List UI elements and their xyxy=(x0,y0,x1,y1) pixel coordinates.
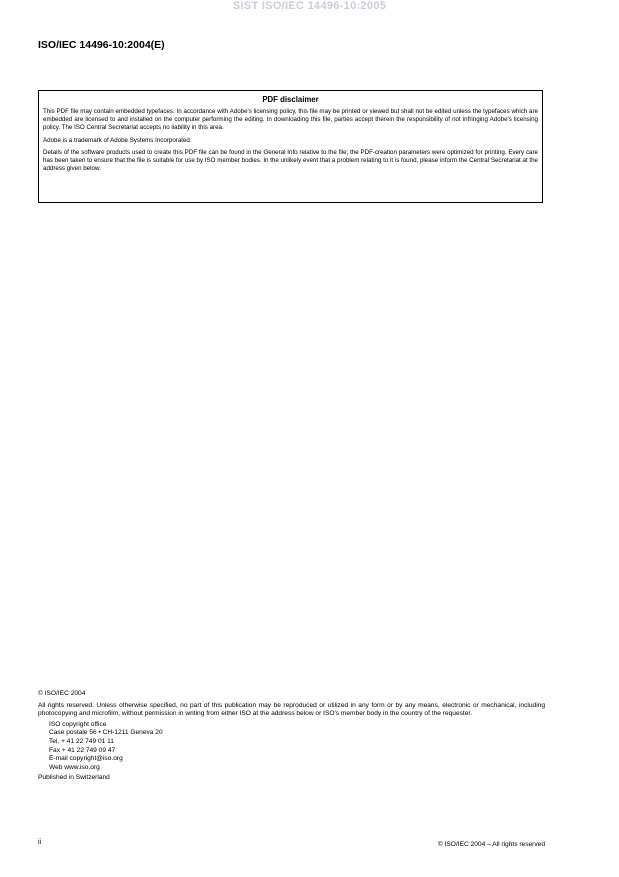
published-location: Published in Switzerland xyxy=(38,774,110,782)
watermark-text: SIST ISO/IEC 14496-10:2005 xyxy=(232,0,387,12)
copyright-notice: © ISO/IEC 2004 xyxy=(38,690,86,697)
address-web: Web www.iso.org xyxy=(49,763,100,771)
address-postal: Case postale 56 • CH-1211 Geneva 20 xyxy=(49,729,163,737)
disclaimer-title: PDF disclaimer xyxy=(262,95,319,104)
rights-statement: All rights reserved. Unless otherwise specified, no part of this publication may be reproduced or utilized in any form or by any means, electronic or mechanical, including photocopying and microfilm, without permission in writing from either ISO at the address below or ISO's member body in the country of the requester. xyxy=(38,701,545,718)
address-fax: Fax + 41 22 749 09 47 xyxy=(49,746,116,754)
page-number: ii xyxy=(38,839,42,846)
disclaimer-paragraph-software: Details of the software products used to create this PDF file can be found in the General Info relative to the file; the PDF-creation parameters were optimized for printing. Every care has been taken to ensure that the file is suitable for use by ISO member bodies. In the unlikely event that a problem relating to it is found, please inform the Central Secretariat at the address given below. xyxy=(43,148,538,173)
disclaimer-paragraph-trademark: Adobe is a trademark of Adobe Systems Incorporated. xyxy=(43,136,192,144)
copyright-block xyxy=(38,690,545,783)
disclaimer-paragraph-licensing: This PDF file may contain embedded typefaces. In accordance with Adobe's licensing policy, this file may be printed or viewed but shall not be edited unless the typefaces which are embedded are licensed to and installed on the computer performing the editing. In downloading this file, parties accept therein the responsibility of not infringing Adobe's licensing policy. The ISO Central Secretariat accepts no liability in this area. xyxy=(43,108,538,132)
pdf-disclaimer-box xyxy=(38,90,543,203)
copyright-office-address xyxy=(38,721,545,773)
address-office-name: ISO copyright office xyxy=(49,720,107,728)
document-identifier: ISO/IEC 14496-10:2004(E) xyxy=(38,39,165,51)
address-email: E-mail copyright@iso.org xyxy=(49,755,123,763)
footer-rights: © ISO/IEC 2004 – All rights reserved xyxy=(437,841,545,848)
address-telephone: Tel. + 41 22 749 01 11 xyxy=(49,737,114,745)
